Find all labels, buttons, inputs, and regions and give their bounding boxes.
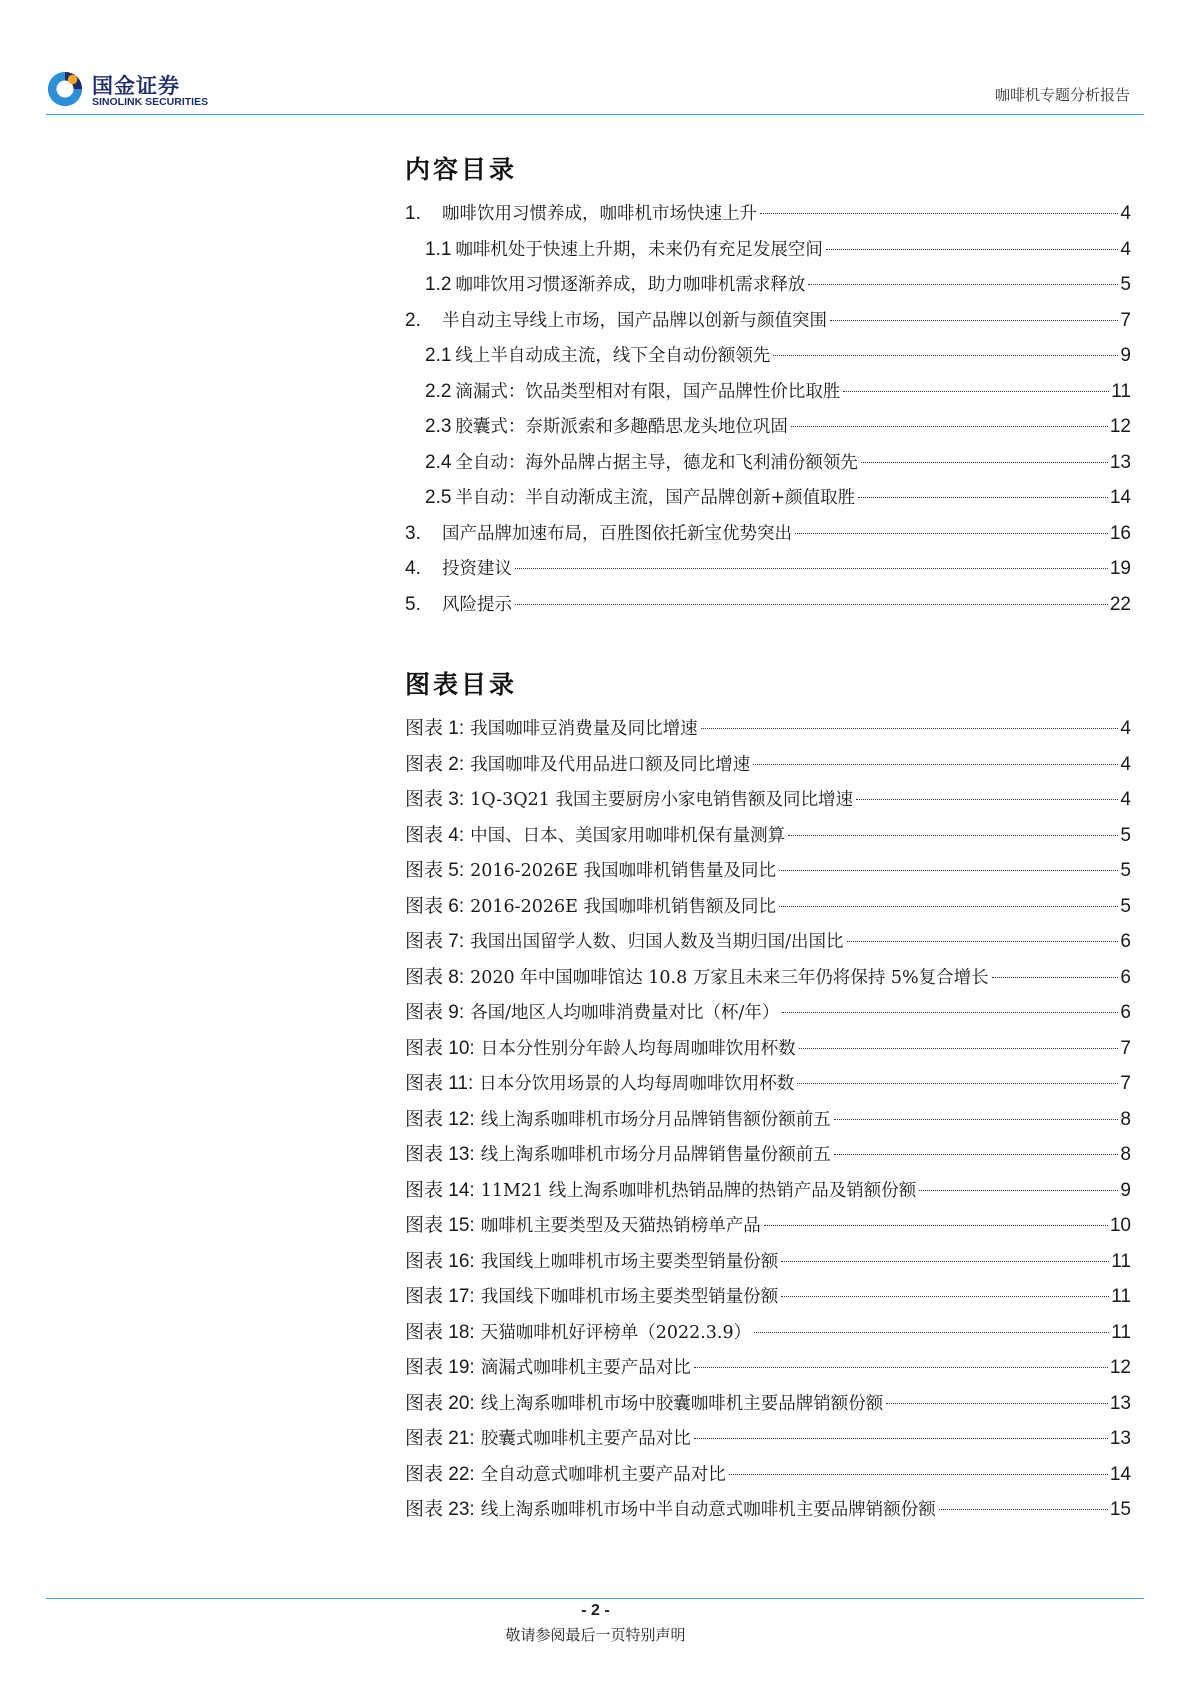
toc-dot-leader: [754, 1332, 1109, 1333]
toc-entry-page: 12: [1109, 416, 1131, 437]
header-divider: [46, 114, 1144, 115]
contents-list: [405, 196, 1131, 622]
toc-entry-page: 6: [1120, 1002, 1131, 1023]
toc-dot-leader: [834, 1119, 1119, 1120]
toc-entry-label: 我国线上咖啡机市场主要类型销量份额: [480, 1251, 779, 1272]
chart-toc-entry[interactable]: [405, 1208, 1131, 1244]
toc-entry-label: 线上淘系咖啡机市场分月品牌销售额份额前五: [480, 1109, 831, 1130]
toc-entry-label: 我国咖啡及代用品进口额及同比增速: [470, 754, 751, 775]
toc-entry-page: 5: [1120, 274, 1131, 295]
toc-entry-page: 11: [1111, 1321, 1131, 1343]
toc-entry-label: 我国咖啡豆消费量及同比增速: [470, 719, 698, 739]
toc-entry-page: 7: [1120, 309, 1131, 331]
toc-entry-label: 咖啡饮用习惯养成，咖啡机市场快速上升: [442, 204, 757, 224]
toc-entry-number: 图表 20:: [405, 1392, 475, 1414]
toc-dot-leader: [843, 391, 1109, 392]
toc-entry-label: 胶囊式咖啡机主要产品对比: [480, 1429, 691, 1449]
contents-toc-entry[interactable]: [405, 480, 1131, 516]
chart-toc-entry[interactable]: [405, 747, 1131, 783]
toc-entry-label: 天猫咖啡机好评榜单（2022.3.9）: [480, 1322, 752, 1343]
contents-toc-entry[interactable]: [405, 516, 1131, 552]
toc-entry-number: 图表 15:: [405, 1215, 475, 1236]
charts-section: [405, 665, 1131, 1528]
toc-dot-leader: [861, 462, 1108, 463]
toc-entry-number: 图表 9:: [405, 1002, 465, 1023]
chart-toc-entry[interactable]: [405, 1173, 1131, 1209]
chart-toc-entry[interactable]: [405, 1137, 1131, 1173]
toc-entry-label: 1Q-3Q21 我国主要厨房小家电销售额及同比增速: [470, 790, 853, 810]
toc-dot-leader: [919, 1190, 1118, 1191]
toc-entry-page: 13: [1109, 1428, 1131, 1449]
toc-entry-page: 4: [1120, 718, 1131, 739]
toc-dot-leader: [760, 213, 1118, 214]
toc-dot-leader: [830, 320, 1118, 321]
toc-dot-leader: [779, 870, 1118, 871]
contents-toc-entry[interactable]: [405, 445, 1131, 481]
contents-toc-entry[interactable]: [405, 303, 1131, 339]
chart-toc-entry[interactable]: [405, 1350, 1131, 1386]
toc-entry-number: 图表 10:: [405, 1037, 475, 1059]
contents-toc-entry[interactable]: [405, 232, 1131, 268]
toc-dot-leader: [753, 764, 1118, 765]
toc-dot-leader: [791, 426, 1108, 427]
toc-dot-leader: [781, 1296, 1109, 1297]
chart-toc-entry[interactable]: [405, 1457, 1131, 1493]
toc-entry-page: 7: [1120, 1073, 1131, 1094]
contents-toc-entry[interactable]: [405, 196, 1131, 232]
toc-entry-number: 图表 3:: [405, 789, 465, 810]
toc-entry-page: 5: [1120, 824, 1131, 846]
contents-toc-entry[interactable]: [405, 551, 1131, 587]
toc-dot-leader: [779, 906, 1118, 907]
toc-entry-page: 4: [1120, 753, 1131, 775]
sinolink-logo-icon: [46, 70, 84, 108]
toc-entry-label: 11M21 线上淘系咖啡机热销品牌的热销产品及销额份额: [480, 1180, 917, 1201]
toc-dot-leader: [886, 1403, 1108, 1404]
chart-toc-entry[interactable]: [405, 889, 1131, 925]
toc-entry-number: 1.2: [425, 274, 452, 295]
chart-toc-entry[interactable]: [405, 853, 1131, 889]
toc-entry-page: 19: [1109, 558, 1131, 579]
chart-toc-entry[interactable]: [405, 1421, 1131, 1457]
toc-entry-page: 6: [1120, 966, 1131, 988]
contents-section: [405, 150, 1131, 622]
toc-entry-page: 12: [1109, 1357, 1131, 1378]
toc-entry-number: 图表 11:: [405, 1073, 474, 1094]
toc-entry-number: 2.4: [425, 451, 452, 473]
toc-entry-page: 16: [1109, 522, 1131, 544]
toc-entry-label: 线上淘系咖啡机市场中半自动意式咖啡机主要品牌销额份额: [480, 1500, 936, 1520]
toc-entry-label: 中国、日本、美国家用咖啡机保有量测算: [470, 825, 786, 846]
chart-toc-entry[interactable]: [405, 1031, 1131, 1067]
toc-entry-label: 半自动主导线上市场，国产品牌以创新与颜值突围: [442, 310, 827, 331]
toc-entry-page: 11: [1111, 1286, 1131, 1307]
toc-entry-page: 10: [1109, 1215, 1131, 1236]
toc-dot-leader: [858, 497, 1108, 498]
toc-entry-number: 4.: [405, 558, 421, 579]
toc-entry-label: 线上淘系咖啡机市场中胶囊咖啡机主要品牌销额份额: [480, 1393, 884, 1414]
chart-toc-entry[interactable]: [405, 818, 1131, 854]
toc-dot-leader: [781, 1261, 1109, 1262]
toc-entry-label: 日本分饮用场景的人均每周咖啡饮用杯数: [479, 1074, 795, 1094]
toc-entry-page: 9: [1120, 1179, 1131, 1201]
toc-entry-number: 图表 19:: [405, 1357, 475, 1378]
logo-chinese-name: 国金证券: [92, 74, 180, 98]
toc-entry-label: 我国出国留学人数、归国人数及当期归国/出国比: [470, 932, 844, 952]
toc-entry-number: 图表 18:: [405, 1321, 475, 1343]
chart-toc-entry[interactable]: [405, 782, 1131, 818]
toc-dot-leader: [782, 1012, 1118, 1013]
toc-dot-leader: [694, 1367, 1108, 1368]
toc-dot-leader: [515, 568, 1108, 569]
toc-dot-leader: [795, 533, 1108, 534]
chart-toc-entry[interactable]: [405, 1492, 1131, 1528]
toc-dot-leader: [856, 799, 1118, 800]
toc-entry-number: 1.1: [425, 238, 452, 260]
toc-entry-label: 全自动：海外品牌占据主导，德龙和飞利浦份额领先: [455, 452, 858, 473]
page-header: [46, 60, 1144, 116]
chart-toc-entry[interactable]: [405, 1386, 1131, 1422]
toc-dot-leader: [729, 1474, 1108, 1475]
toc-entry-page: 14: [1109, 487, 1131, 508]
toc-entry-page: 4: [1120, 238, 1131, 260]
toc-entry-label: 各国/地区人均咖啡消费量对比（杯/年）: [470, 1003, 780, 1023]
toc-entry-label: 胶囊式：奈斯派索和多趣酷思龙头地位巩固: [455, 417, 788, 437]
toc-entry-page: 4: [1120, 789, 1131, 810]
chart-toc-entry[interactable]: [405, 1315, 1131, 1351]
toc-dot-leader: [847, 941, 1119, 942]
toc-entry-label: 滴漏式咖啡机主要产品对比: [480, 1358, 691, 1378]
toc-entry-number: 图表 14:: [405, 1179, 475, 1201]
toc-entry-page: 8: [1120, 1108, 1131, 1130]
toc-entry-page: 14: [1109, 1463, 1131, 1485]
toc-entry-number: 图表 8:: [405, 966, 465, 988]
logo-english-name: SINOLINK SECURITIES: [92, 96, 209, 108]
toc-entry-page: 13: [1109, 1392, 1131, 1414]
toc-entry-page: 11: [1111, 1250, 1131, 1272]
toc-entry-number: 1.: [405, 203, 421, 224]
toc-entry-label: 2016-2026E 我国咖啡机销售额及同比: [470, 896, 776, 917]
chart-toc-entry[interactable]: [405, 1279, 1131, 1315]
toc-entry-label: 咖啡机处于快速上升期，未来仍有充足发展空间: [455, 239, 823, 260]
toc-entry-number: 图表 6:: [405, 895, 465, 917]
chart-toc-entry[interactable]: [405, 711, 1131, 747]
toc-entry-label: 半自动：半自动渐成主流，国产品牌创新+颜值取胜: [455, 488, 856, 508]
toc-entry-number: 2.: [405, 309, 421, 331]
contents-toc-entry[interactable]: [405, 409, 1131, 445]
toc-entry-number: 图表 22:: [405, 1463, 475, 1485]
toc-entry-number: 2.1: [425, 345, 452, 366]
chart-toc-entry[interactable]: [405, 924, 1131, 960]
toc-dot-leader: [515, 604, 1108, 605]
contents-title: 内容目录: [405, 155, 518, 184]
contents-toc-entry[interactable]: [405, 587, 1131, 623]
toc-entry-page: 8: [1120, 1144, 1131, 1165]
toc-entry-number: 图表 13:: [405, 1144, 475, 1165]
toc-entry-number: 图表 12:: [405, 1108, 475, 1130]
toc-entry-number: 图表 2:: [405, 753, 465, 775]
contents-toc-entry[interactable]: [405, 374, 1131, 410]
toc-entry-number: 2.5: [425, 487, 452, 508]
report-title: 咖啡机专题分析报告: [994, 86, 1130, 104]
toc-entry-number: 图表 1:: [405, 718, 465, 739]
toc-dot-leader: [826, 249, 1119, 250]
toc-dot-leader: [808, 284, 1118, 285]
toc-entry-label: 风险提示: [442, 594, 512, 615]
toc-entry-number: 图表 16:: [405, 1250, 475, 1272]
chart-toc-entry[interactable]: [405, 1102, 1131, 1138]
toc-entry-label: 日本分性别分年龄人均每周咖啡饮用杯数: [480, 1038, 796, 1059]
toc-dot-leader: [992, 977, 1119, 978]
toc-entry-number: 图表 7:: [405, 931, 465, 952]
company-logo: [46, 68, 216, 110]
toc-dot-leader: [764, 1225, 1108, 1226]
toc-entry-page: 5: [1120, 895, 1131, 917]
charts-title: 图表目录: [405, 670, 518, 699]
toc-entry-label: 咖啡饮用习惯逐渐养成，助力咖啡机需求释放: [455, 275, 806, 295]
toc-entry-page: 6: [1120, 931, 1131, 952]
toc-entry-page: 11: [1111, 380, 1131, 402]
toc-entry-number: 3.: [405, 522, 421, 544]
toc-entry-page: 13: [1109, 451, 1131, 473]
chart-toc-entry[interactable]: [405, 1244, 1131, 1280]
toc-entry-label: 投资建议: [442, 559, 512, 579]
footer-divider: [46, 1598, 1144, 1599]
toc-entry-label: 全自动意式咖啡机主要产品对比: [480, 1464, 726, 1485]
toc-entry-label: 我国线下咖啡机市场主要类型销量份额: [480, 1287, 779, 1307]
toc-dot-leader: [788, 835, 1118, 836]
disclaimer-text: 敬请参阅最后一页特别声明: [505, 1626, 686, 1644]
chart-toc-entry[interactable]: [405, 960, 1131, 996]
toc-entry-page: 4: [1120, 203, 1131, 224]
toc-entry-label: 国产品牌加速布局，百胜图依托新宝优势突出: [442, 523, 792, 544]
toc-dot-leader: [694, 1438, 1108, 1439]
toc-entry-number: 2.3: [425, 416, 452, 437]
chart-toc-entry[interactable]: [405, 995, 1131, 1031]
toc-entry-label: 咖啡机主要类型及天猫热销榜单产品: [480, 1216, 761, 1236]
toc-entry-number: 图表 23:: [405, 1499, 475, 1520]
toc-entry-label: 2016-2026E 我国咖啡机销售量及同比: [470, 861, 776, 881]
toc-entry-number: 2.2: [425, 380, 452, 402]
toc-entry-label: 2020 年中国咖啡馆达 10.8 万家且未来三年仍将保持 5%复合增长: [470, 967, 989, 988]
toc-dot-leader: [701, 728, 1119, 729]
toc-entry-label: 线上淘系咖啡机市场分月品牌销售量份额前五: [480, 1145, 831, 1165]
toc-dot-leader: [797, 1083, 1118, 1084]
chart-toc-entry[interactable]: [405, 1066, 1131, 1102]
toc-entry-page: 22: [1109, 593, 1131, 615]
toc-dot-leader: [939, 1509, 1108, 1510]
toc-dot-leader: [799, 1048, 1119, 1049]
toc-entry-label: 线上半自动成主流，线下全自动份额领先: [455, 346, 771, 366]
page-number: - 2 -: [581, 1602, 610, 1619]
contents-toc-entry[interactable]: [405, 267, 1131, 303]
contents-toc-entry[interactable]: [405, 338, 1131, 374]
toc-entry-number: 图表 5:: [405, 860, 465, 881]
toc-entry-page: 7: [1120, 1037, 1131, 1059]
toc-entry-number: 图表 17:: [405, 1286, 475, 1307]
toc-entry-page: 9: [1120, 345, 1131, 366]
toc-entry-label: 滴漏式：饮品类型相对有限，国产品牌性价比取胜: [455, 381, 841, 402]
toc-dot-leader: [773, 355, 1118, 356]
toc-entry-number: 图表 21:: [405, 1428, 475, 1449]
toc-entry-page: 5: [1120, 860, 1131, 881]
toc-dot-leader: [834, 1154, 1119, 1155]
charts-list: [405, 711, 1131, 1528]
toc-entry-number: 5.: [405, 593, 421, 615]
toc-entry-page: 15: [1109, 1499, 1131, 1520]
toc-entry-number: 图表 4:: [405, 824, 465, 846]
